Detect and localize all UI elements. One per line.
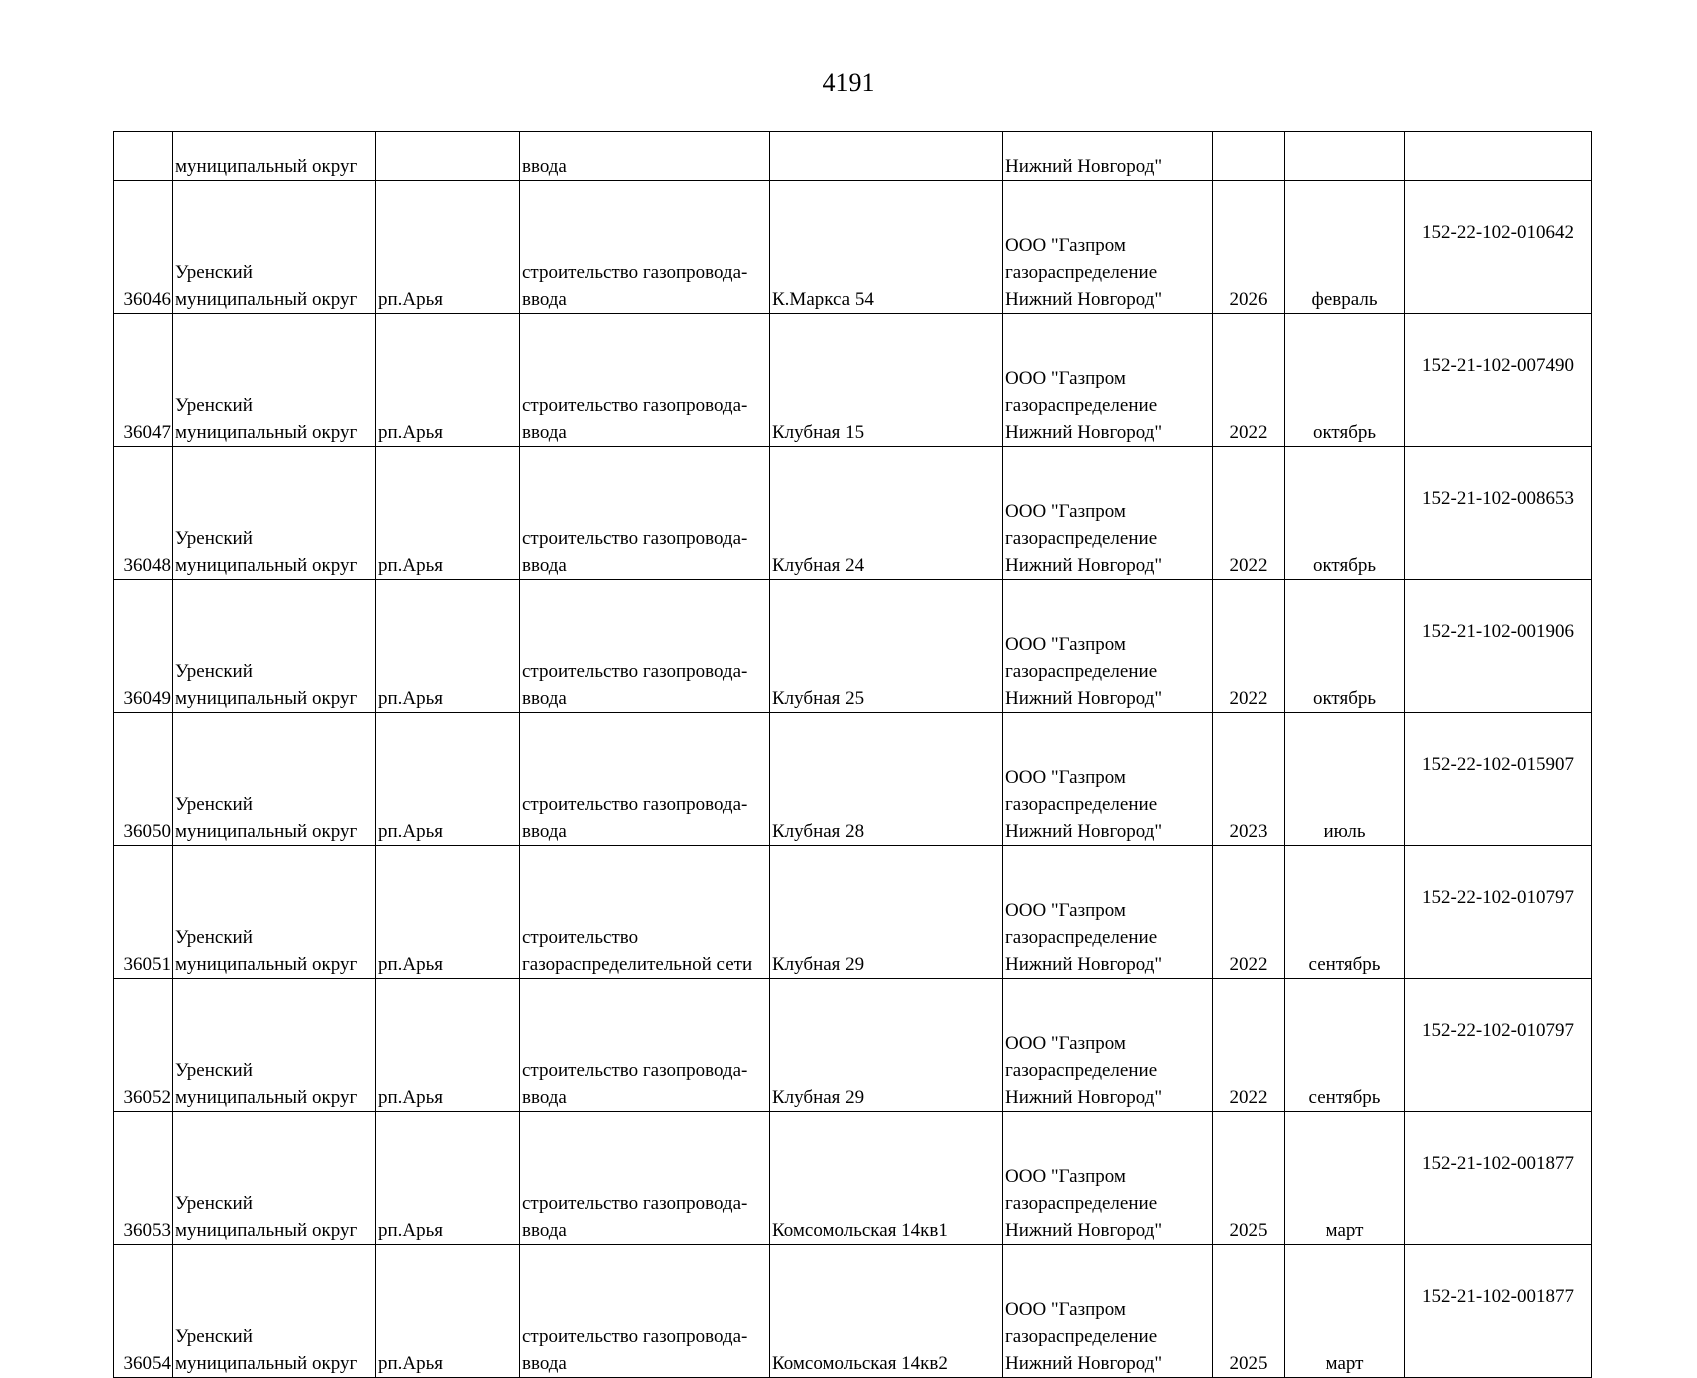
- cell-year: 2025: [1213, 1245, 1285, 1378]
- organization-line2: газораспределение: [1005, 794, 1158, 815]
- district-type: муниципальный округ: [175, 954, 358, 975]
- cell-month: сентябрь: [1285, 846, 1405, 979]
- cell-number: 36049: [114, 580, 173, 713]
- cell-application-code: 152-21-102-008653: [1405, 447, 1592, 580]
- organization-line1: ООО "Газпром: [1005, 1033, 1126, 1054]
- cell-locality: рп.Арья: [376, 580, 520, 713]
- organization-line3: Нижний Новгород": [1005, 1087, 1163, 1108]
- organization-line3: Нижний Новгород": [1005, 1220, 1163, 1241]
- district-type: муниципальный округ: [175, 688, 358, 709]
- cell-application-code: 152-22-102-015907: [1405, 713, 1592, 846]
- cell-address: Клубная 15: [770, 314, 1003, 447]
- cell-number: 36048: [114, 447, 173, 580]
- cell-address: Комсомольская 14кв1: [770, 1112, 1003, 1245]
- district-type: муниципальный округ: [175, 422, 358, 443]
- cell-application-code: [1405, 132, 1592, 181]
- organization-line2: газораспределение: [1005, 395, 1158, 416]
- table-row: [114, 447, 1592, 580]
- district-name: Уренский: [175, 661, 253, 682]
- cell-district: [173, 713, 376, 846]
- table-row: [114, 1112, 1592, 1245]
- cell-work-type: ввода: [520, 132, 770, 181]
- work-type-line1: строительство: [522, 927, 639, 948]
- cell-work-type: [520, 181, 770, 314]
- district-type: муниципальный округ: [175, 1087, 358, 1108]
- organization-line1: ООО "Газпром: [1005, 900, 1126, 921]
- cell-work-type: [520, 1245, 770, 1378]
- district-name: Уренский: [175, 1193, 253, 1214]
- cell-number: 36053: [114, 1112, 173, 1245]
- cell-address: [770, 132, 1003, 181]
- district-type: муниципальный округ: [175, 821, 358, 842]
- cell-address: Клубная 24: [770, 447, 1003, 580]
- cell-number: 36052: [114, 979, 173, 1112]
- cell-month: [1285, 132, 1405, 181]
- cell-year: 2025: [1213, 1112, 1285, 1245]
- cell-application-code: 152-21-102-001877: [1405, 1245, 1592, 1378]
- organization-line2: газораспределение: [1005, 1326, 1158, 1347]
- cell-address: К.Маркса 54: [770, 181, 1003, 314]
- organization-line2: газораспределение: [1005, 661, 1158, 682]
- cell-year: 2022: [1213, 447, 1285, 580]
- district-type: муниципальный округ: [175, 1353, 358, 1374]
- work-type-line1: строительство газопровода-: [522, 1193, 748, 1214]
- cell-year: 2022: [1213, 580, 1285, 713]
- district-name: Уренский: [175, 528, 253, 549]
- district-type: муниципальный округ: [175, 555, 358, 576]
- cell-locality: рп.Арья: [376, 713, 520, 846]
- organization-line3: Нижний Новгород": [1005, 289, 1163, 310]
- work-type-line2: ввода: [522, 1353, 567, 1374]
- district-name: Уренский: [175, 1326, 253, 1347]
- cell-month: июль: [1285, 713, 1405, 846]
- cell-application-code: 152-21-102-007490: [1405, 314, 1592, 447]
- cell-month: сентябрь: [1285, 979, 1405, 1112]
- cell-organization: [1003, 580, 1213, 713]
- cell-locality: рп.Арья: [376, 979, 520, 1112]
- cell-district: [173, 1112, 376, 1245]
- cell-district: [173, 181, 376, 314]
- organization-line3: Нижний Новгород": [1005, 954, 1163, 975]
- table-row: [114, 1245, 1592, 1378]
- work-type-line2: ввода: [522, 688, 567, 709]
- cell-application-code: 152-22-102-010642: [1405, 181, 1592, 314]
- cell-application-code: 152-21-102-001877: [1405, 1112, 1592, 1245]
- cell-organization: [1003, 713, 1213, 846]
- cell-work-type: [520, 314, 770, 447]
- table-row: [114, 846, 1592, 979]
- work-type-line1: строительство газопровода-: [522, 1060, 748, 1081]
- organization-line2: газораспределение: [1005, 1193, 1158, 1214]
- cell-address: Клубная 29: [770, 979, 1003, 1112]
- organization-line2: газораспределение: [1005, 1060, 1158, 1081]
- cell-month: октябрь: [1285, 580, 1405, 713]
- cell-work-type: [520, 580, 770, 713]
- organization-line1: ООО "Газпром: [1005, 1299, 1126, 1320]
- work-type-line1: строительство газопровода-: [522, 262, 748, 283]
- cell-address: Клубная 28: [770, 713, 1003, 846]
- cell-year: 2022: [1213, 314, 1285, 447]
- cell-year: [1213, 132, 1285, 181]
- cell-locality: рп.Арья: [376, 181, 520, 314]
- work-type-line2: ввода: [522, 555, 567, 576]
- district-name: Уренский: [175, 1060, 253, 1081]
- district-name: Уренский: [175, 262, 253, 283]
- cell-month: март: [1285, 1245, 1405, 1378]
- page-number: 4191: [822, 68, 875, 97]
- cell-locality: [376, 132, 520, 181]
- cell-year: 2022: [1213, 979, 1285, 1112]
- organization-line3: Нижний Новгород": [1005, 1353, 1163, 1374]
- cell-district: [173, 447, 376, 580]
- cell-month: октябрь: [1285, 447, 1405, 580]
- cell-number: 36047: [114, 314, 173, 447]
- cell-organization: [1003, 181, 1213, 314]
- cell-organization: [1003, 1112, 1213, 1245]
- cell-organization: [1003, 1245, 1213, 1378]
- cell-month: октябрь: [1285, 314, 1405, 447]
- cell-work-type: [520, 979, 770, 1112]
- organization-line3: Нижний Новгород": [1005, 555, 1163, 576]
- cell-locality: рп.Арья: [376, 846, 520, 979]
- cell-district: муниципальный округ: [173, 132, 376, 181]
- work-type-line1: строительство газопровода-: [522, 395, 748, 416]
- continuation-row: [114, 132, 1592, 181]
- work-type-line1: строительство газопровода-: [522, 1326, 748, 1347]
- cell-work-type: [520, 846, 770, 979]
- cell-number: 36050: [114, 713, 173, 846]
- organization-line1: ООО "Газпром: [1005, 634, 1126, 655]
- table-row: [114, 314, 1592, 447]
- cell-month: февраль: [1285, 181, 1405, 314]
- district-name: Уренский: [175, 395, 253, 416]
- work-type-line1: строительство газопровода-: [522, 661, 748, 682]
- organization-line2: газораспределение: [1005, 528, 1158, 549]
- cell-work-type: [520, 1112, 770, 1245]
- work-type-line2: ввода: [522, 821, 567, 842]
- cell-number: 36054: [114, 1245, 173, 1378]
- organization-line1: ООО "Газпром: [1005, 1166, 1126, 1187]
- cell-work-type: [520, 713, 770, 846]
- cell-number: [114, 132, 173, 181]
- cell-district: [173, 1245, 376, 1378]
- district-name: Уренский: [175, 927, 253, 948]
- cell-application-code: 152-21-102-001906: [1405, 580, 1592, 713]
- work-type-line2: ввода: [522, 1220, 567, 1241]
- gasification-register-table: [113, 131, 1592, 1378]
- work-type-line2: ввода: [522, 1087, 567, 1108]
- organization-line1: ООО "Газпром: [1005, 235, 1126, 256]
- district-type: муниципальный округ: [175, 289, 358, 310]
- organization-line1: ООО "Газпром: [1005, 501, 1126, 522]
- work-type-line2: ввода: [522, 422, 567, 443]
- cell-address: Комсомольская 14кв2: [770, 1245, 1003, 1378]
- cell-district: [173, 314, 376, 447]
- cell-year: 2026: [1213, 181, 1285, 314]
- table-row: [114, 713, 1592, 846]
- cell-work-type: [520, 447, 770, 580]
- cell-address: Клубная 29: [770, 846, 1003, 979]
- cell-district: [173, 979, 376, 1112]
- district-name: Уренский: [175, 794, 253, 815]
- cell-application-code: 152-22-102-010797: [1405, 979, 1592, 1112]
- work-type-line2: газораспределительной сети: [522, 954, 753, 975]
- table-row: [114, 979, 1592, 1112]
- cell-number: 36046: [114, 181, 173, 314]
- cell-address: Клубная 25: [770, 580, 1003, 713]
- organization-line2: газораспределение: [1005, 262, 1158, 283]
- cell-locality: рп.Арья: [376, 447, 520, 580]
- cell-district: [173, 580, 376, 713]
- work-type-line2: ввода: [522, 289, 567, 310]
- cell-locality: рп.Арья: [376, 1112, 520, 1245]
- cell-application-code: 152-22-102-010797: [1405, 846, 1592, 979]
- cell-organization: Нижний Новгород": [1003, 132, 1213, 181]
- cell-organization: [1003, 979, 1213, 1112]
- cell-organization: [1003, 846, 1213, 979]
- cell-district: [173, 846, 376, 979]
- cell-year: 2022: [1213, 846, 1285, 979]
- cell-number: 36051: [114, 846, 173, 979]
- organization-line3: Нижний Новгород": [1005, 688, 1163, 709]
- work-type-line1: строительство газопровода-: [522, 528, 748, 549]
- table-row: [114, 580, 1592, 713]
- cell-locality: рп.Арья: [376, 314, 520, 447]
- organization-line2: газораспределение: [1005, 927, 1158, 948]
- cell-locality: рп.Арья: [376, 1245, 520, 1378]
- work-type-line1: строительство газопровода-: [522, 794, 748, 815]
- organization-line1: ООО "Газпром: [1005, 368, 1126, 389]
- cell-organization: [1003, 314, 1213, 447]
- table-row: [114, 181, 1592, 314]
- organization-line1: ООО "Газпром: [1005, 767, 1126, 788]
- cell-month: март: [1285, 1112, 1405, 1245]
- cell-year: 2023: [1213, 713, 1285, 846]
- organization-line3: Нижний Новгород": [1005, 422, 1163, 443]
- district-type: муниципальный округ: [175, 1220, 358, 1241]
- organization-line3: Нижний Новгород": [1005, 821, 1163, 842]
- cell-organization: [1003, 447, 1213, 580]
